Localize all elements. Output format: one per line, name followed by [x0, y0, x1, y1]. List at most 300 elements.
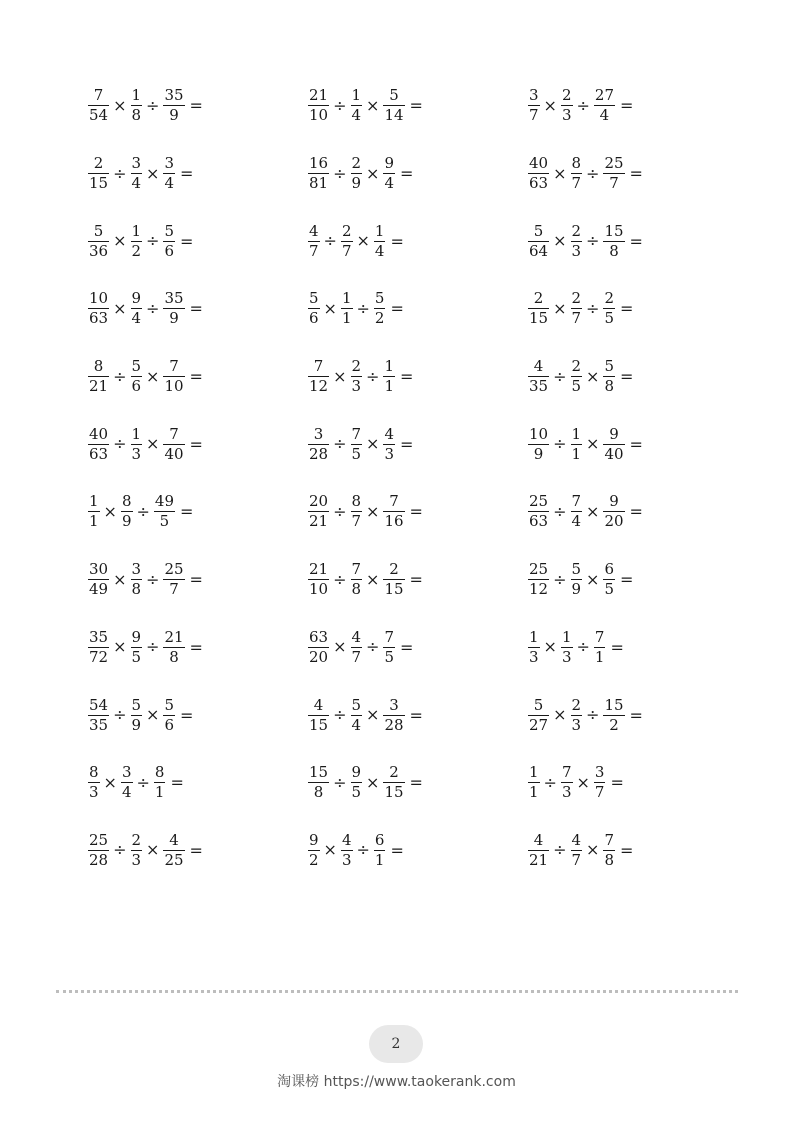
- numerator: 8: [89, 763, 99, 782]
- equals-sign: =: [189, 299, 203, 319]
- divide-sign: ÷: [553, 366, 567, 386]
- equals-sign: =: [180, 502, 194, 522]
- numerator: 4: [533, 830, 544, 849]
- numerator: 4: [384, 424, 394, 443]
- numerator: 25: [604, 154, 624, 173]
- numerator: 5: [93, 221, 104, 240]
- multiply-sign: ×: [366, 163, 380, 183]
- denominator: 54: [89, 106, 109, 125]
- problem-item: [528, 426, 748, 463]
- multiply-sign: ×: [146, 840, 160, 860]
- denominator: 6: [164, 241, 174, 260]
- denominator: 4: [351, 106, 362, 125]
- fraction: [163, 629, 184, 666]
- multiply-sign: ×: [553, 231, 567, 251]
- numerator: 7: [169, 424, 179, 443]
- expression: [528, 697, 643, 734]
- numerator: 2: [341, 221, 352, 240]
- equals-sign: =: [189, 96, 203, 116]
- problem-row: [88, 681, 748, 749]
- denominator: 7: [351, 647, 362, 666]
- expression: [308, 223, 404, 260]
- fraction: [603, 832, 615, 869]
- fraction: [131, 832, 143, 869]
- numerator: 5: [389, 86, 399, 105]
- fraction: [571, 426, 583, 463]
- problem-item: [528, 697, 748, 734]
- fraction: [131, 697, 143, 734]
- fraction: [163, 155, 175, 192]
- numerator: 25: [89, 830, 109, 849]
- denominator: 8: [604, 377, 614, 396]
- numerator: 3: [529, 86, 539, 105]
- problem-item: [308, 155, 528, 192]
- denominator: 4: [599, 106, 610, 125]
- problem-item: [308, 426, 528, 463]
- fraction: [131, 290, 143, 327]
- numerator: 5: [533, 695, 544, 714]
- equals-sign: =: [400, 637, 414, 657]
- expression: [528, 358, 633, 395]
- denominator: 1: [384, 377, 394, 396]
- denominator: 5: [159, 512, 170, 531]
- numerator: 1: [131, 424, 142, 443]
- numerator: 5: [164, 695, 174, 714]
- fraction: [131, 87, 143, 124]
- fraction: [308, 87, 329, 124]
- divide-sign: ÷: [553, 434, 567, 454]
- numerator: 5: [374, 289, 385, 308]
- denominator: 3: [571, 241, 582, 260]
- equals-sign: =: [409, 705, 423, 725]
- problem-item: [88, 426, 308, 463]
- fraction: [154, 764, 166, 801]
- numerator: 1: [131, 221, 142, 240]
- expression: [528, 629, 624, 666]
- fraction: [603, 493, 624, 530]
- fraction: [603, 697, 624, 734]
- fraction: [383, 629, 395, 666]
- multiply-sign: ×: [576, 772, 590, 792]
- multiply-sign: ×: [146, 366, 160, 386]
- denominator: 64: [529, 241, 549, 260]
- denominator: 14: [384, 106, 404, 125]
- problem-row: [88, 614, 748, 682]
- problem-item: [88, 358, 308, 395]
- fraction: [131, 223, 143, 260]
- denominator: 6: [309, 309, 319, 328]
- equals-sign: =: [400, 434, 414, 454]
- fraction: [528, 697, 549, 734]
- denominator: 12: [309, 377, 329, 396]
- multiply-sign: ×: [553, 163, 567, 183]
- denominator: 5: [604, 580, 614, 599]
- numerator: 7: [604, 830, 614, 849]
- fraction: [603, 290, 615, 327]
- denominator: 9: [533, 444, 544, 463]
- numerator: 3: [594, 763, 605, 782]
- equals-sign: =: [400, 367, 414, 387]
- denominator: 81: [309, 174, 329, 193]
- denominator: 5: [351, 783, 362, 802]
- numerator: 5: [131, 357, 142, 376]
- fraction: [594, 87, 615, 124]
- denominator: 8: [131, 106, 142, 125]
- expression: [88, 290, 203, 327]
- numerator: 2: [571, 289, 582, 308]
- numerator: 35: [164, 86, 184, 105]
- numerator: 9: [131, 627, 142, 646]
- divide-sign: ÷: [586, 298, 600, 318]
- fraction: [571, 155, 583, 192]
- problem-item: [88, 87, 308, 124]
- problem-item: [528, 629, 748, 666]
- problem-item: [88, 561, 308, 598]
- divide-sign: ÷: [113, 163, 127, 183]
- problem-item: [88, 764, 308, 801]
- denominator: 9: [351, 174, 362, 193]
- denominator: 28: [309, 444, 329, 463]
- denominator: 3: [341, 850, 352, 869]
- fraction: [374, 290, 386, 327]
- problem-item: [528, 358, 748, 395]
- numerator: 2: [351, 154, 362, 173]
- equals-sign: =: [390, 299, 404, 319]
- fraction: [131, 155, 143, 192]
- expression: [88, 87, 203, 124]
- fraction: [603, 358, 615, 395]
- denominator: 5: [571, 377, 582, 396]
- divide-sign: ÷: [146, 231, 160, 251]
- denominator: 4: [164, 174, 174, 193]
- denominator: 15: [384, 783, 404, 802]
- divide-sign: ÷: [113, 434, 127, 454]
- expression: [88, 629, 203, 666]
- denominator: 9: [571, 580, 582, 599]
- numerator: 21: [309, 560, 329, 579]
- equals-sign: =: [189, 637, 203, 657]
- fraction: [163, 561, 184, 598]
- multiply-sign: ×: [586, 840, 600, 860]
- denominator: 9: [131, 715, 142, 734]
- divide-sign: ÷: [146, 569, 160, 589]
- fraction: [308, 155, 329, 192]
- numerator: 6: [374, 830, 385, 849]
- equals-sign: =: [390, 231, 404, 251]
- equals-sign: =: [629, 164, 643, 184]
- numerator: 2: [571, 695, 582, 714]
- fraction: [341, 223, 353, 260]
- fraction: [528, 832, 549, 869]
- equals-sign: =: [170, 773, 184, 793]
- numerator: 5: [604, 357, 614, 376]
- equals-sign: =: [409, 570, 423, 590]
- numerator: 1: [374, 221, 385, 240]
- multiply-sign: ×: [553, 705, 567, 725]
- expression: [88, 561, 203, 598]
- problem-item: [528, 561, 748, 598]
- expression: [308, 493, 423, 530]
- denominator: 35: [89, 715, 109, 734]
- fraction: [121, 764, 133, 801]
- numerator: 2: [389, 560, 399, 579]
- numerator: 2: [131, 830, 142, 849]
- numerator: 25: [529, 560, 549, 579]
- fraction: [131, 561, 143, 598]
- expression: [308, 155, 413, 192]
- equals-sign: =: [189, 434, 203, 454]
- numerator: 3: [131, 154, 142, 173]
- denominator: 7: [571, 850, 582, 869]
- multiply-sign: ×: [333, 637, 347, 657]
- denominator: 15: [529, 309, 549, 328]
- multiply-sign: ×: [586, 569, 600, 589]
- denominator: 4: [571, 512, 582, 531]
- expression: [308, 426, 413, 463]
- fraction: [383, 697, 404, 734]
- numerator: 7: [384, 627, 394, 646]
- denominator: 15: [89, 174, 109, 193]
- fraction: [308, 358, 329, 395]
- numerator: 3: [131, 560, 142, 579]
- numerator: 5: [533, 221, 544, 240]
- numerator: 1: [529, 763, 539, 782]
- fraction: [528, 358, 549, 395]
- fraction: [528, 764, 540, 801]
- fraction: [163, 87, 184, 124]
- numerator: 54: [89, 695, 109, 714]
- numerator: 7: [169, 357, 179, 376]
- numerator: 8: [121, 492, 132, 511]
- fraction: [88, 358, 109, 395]
- multiply-sign: ×: [366, 705, 380, 725]
- denominator: 21: [309, 512, 329, 531]
- multiply-sign: ×: [113, 231, 127, 251]
- fraction: [121, 493, 133, 530]
- divide-sign: ÷: [333, 501, 347, 521]
- denominator: 5: [131, 647, 142, 666]
- fraction: [528, 561, 549, 598]
- equals-sign: =: [390, 840, 404, 860]
- denominator: 72: [89, 647, 109, 666]
- divide-sign: ÷: [333, 95, 347, 115]
- denominator: 7: [571, 309, 582, 328]
- divide-sign: ÷: [146, 298, 160, 318]
- numerator: 5: [571, 560, 582, 579]
- numerator: 1: [571, 424, 582, 443]
- denominator: 36: [89, 241, 109, 260]
- expression: [308, 832, 404, 869]
- problem-row: [88, 749, 748, 817]
- divide-sign: ÷: [366, 637, 380, 657]
- numerator: 4: [533, 357, 544, 376]
- multiply-sign: ×: [366, 501, 380, 521]
- numerator: 40: [529, 154, 549, 173]
- expression: [308, 290, 404, 327]
- denominator: 4: [351, 715, 362, 734]
- fraction: [351, 358, 363, 395]
- expression: [528, 87, 633, 124]
- expression: [88, 223, 193, 260]
- fraction: [383, 493, 404, 530]
- problem-grid: [88, 72, 748, 884]
- divide-sign: ÷: [333, 163, 347, 183]
- multiply-sign: ×: [543, 95, 557, 115]
- fraction: [88, 223, 109, 260]
- denominator: 10: [309, 106, 329, 125]
- denominator: 7: [341, 241, 352, 260]
- denominator: 1: [594, 647, 605, 666]
- fraction: [383, 426, 395, 463]
- fraction: [528, 87, 540, 124]
- denominator: 25: [164, 850, 184, 869]
- denominator: 5: [351, 444, 362, 463]
- equals-sign: =: [610, 637, 624, 657]
- fraction: [351, 561, 363, 598]
- divide-sign: ÷: [333, 705, 347, 725]
- expression: [528, 764, 624, 801]
- problem-item: [308, 290, 528, 327]
- problem-item: [88, 223, 308, 260]
- denominator: 7: [609, 174, 619, 193]
- numerator: 21: [309, 86, 329, 105]
- fraction: [528, 629, 540, 666]
- numerator: 7: [594, 627, 605, 646]
- problem-item: [528, 223, 748, 260]
- fraction: [351, 629, 363, 666]
- fraction: [88, 155, 109, 192]
- problem-item: [528, 87, 748, 124]
- numerator: 1: [384, 357, 394, 376]
- denominator: 3: [384, 444, 394, 463]
- expression: [528, 493, 643, 530]
- equals-sign: =: [610, 773, 624, 793]
- fraction: [88, 832, 109, 869]
- multiply-sign: ×: [113, 637, 127, 657]
- numerator: 9: [384, 154, 394, 173]
- problem-item: [528, 290, 748, 327]
- expression: [88, 493, 193, 530]
- fraction: [383, 561, 404, 598]
- equals-sign: =: [620, 299, 634, 319]
- fraction: [163, 290, 184, 327]
- expression: [308, 358, 413, 395]
- divide-sign: ÷: [113, 705, 127, 725]
- problem-row: [88, 478, 748, 546]
- expression: [88, 358, 203, 395]
- divide-sign: ÷: [356, 840, 370, 860]
- denominator: 3: [351, 377, 362, 396]
- numerator: 6: [604, 560, 614, 579]
- denominator: 1: [154, 783, 165, 802]
- denominator: 4: [131, 309, 142, 328]
- equals-sign: =: [620, 840, 634, 860]
- problem-item: [528, 155, 748, 192]
- divide-sign: ÷: [576, 637, 590, 657]
- multiply-sign: ×: [366, 772, 380, 792]
- numerator: 40: [89, 424, 109, 443]
- fraction: [383, 87, 404, 124]
- denominator: 20: [604, 512, 624, 531]
- fraction: [561, 629, 573, 666]
- problem-item: [88, 629, 308, 666]
- problem-item: [528, 764, 748, 801]
- numerator: 3: [121, 763, 132, 782]
- numerator: 63: [309, 627, 329, 646]
- multiply-sign: ×: [366, 434, 380, 454]
- problem-row: [88, 72, 748, 140]
- denominator: 3: [561, 647, 572, 666]
- numerator: 2: [389, 763, 399, 782]
- denominator: 15: [309, 715, 329, 734]
- fraction: [374, 832, 386, 869]
- denominator: 3: [89, 783, 99, 802]
- divide-sign: ÷: [136, 501, 150, 521]
- numerator: 8: [351, 492, 362, 511]
- denominator: 28: [384, 715, 404, 734]
- fraction: [351, 697, 363, 734]
- numerator: 4: [169, 830, 179, 849]
- fraction: [163, 697, 175, 734]
- fraction: [351, 764, 363, 801]
- equals-sign: =: [629, 705, 643, 725]
- fraction: [528, 290, 549, 327]
- denominator: 7: [351, 512, 362, 531]
- denominator: 1: [374, 850, 385, 869]
- multiply-sign: ×: [366, 569, 380, 589]
- numerator: 5: [309, 289, 319, 308]
- numerator: 49: [154, 492, 174, 511]
- fraction: [154, 493, 175, 530]
- numerator: 30: [89, 560, 109, 579]
- numerator: 9: [609, 424, 619, 443]
- denominator: 8: [169, 647, 179, 666]
- numerator: 1: [89, 492, 99, 511]
- denominator: 40: [604, 444, 624, 463]
- numerator: 1: [351, 86, 362, 105]
- fraction: [603, 561, 615, 598]
- numerator: 9: [309, 830, 319, 849]
- problem-item: [308, 561, 528, 598]
- fraction: [528, 155, 549, 192]
- multiply-sign: ×: [543, 637, 557, 657]
- numerator: 3: [389, 695, 399, 714]
- problem-row: [88, 817, 748, 885]
- fraction: [131, 426, 143, 463]
- problem-item: [308, 832, 528, 869]
- numerator: 1: [341, 289, 352, 308]
- numerator: 4: [571, 830, 582, 849]
- equals-sign: =: [180, 705, 194, 725]
- problem-row: [88, 275, 748, 343]
- divide-sign: ÷: [576, 95, 590, 115]
- problem-row: [88, 546, 748, 614]
- fraction: [308, 697, 329, 734]
- numerator: 2: [571, 357, 582, 376]
- dotted-divider: [56, 990, 738, 993]
- numerator: 16: [309, 154, 329, 173]
- problem-item: [308, 358, 528, 395]
- equals-sign: =: [629, 231, 643, 251]
- equals-sign: =: [180, 231, 194, 251]
- divide-sign: ÷: [146, 637, 160, 657]
- denominator: 28: [89, 850, 109, 869]
- fraction: [603, 426, 624, 463]
- expression: [528, 426, 643, 463]
- numerator: 10: [529, 424, 549, 443]
- denominator: 5: [384, 647, 394, 666]
- numerator: 20: [309, 492, 329, 511]
